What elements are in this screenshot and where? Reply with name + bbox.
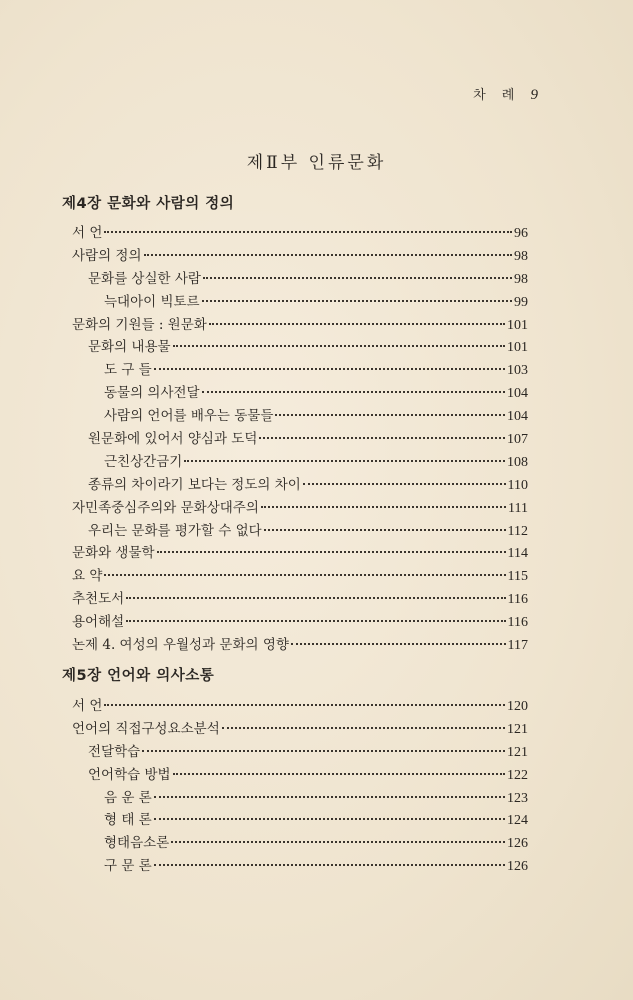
toc-entry-page: 103 <box>507 363 528 379</box>
chapter-5-toc <box>72 694 528 877</box>
dot-leader <box>184 460 505 462</box>
toc-entry-page: 101 <box>507 340 528 356</box>
toc-entry <box>72 740 528 763</box>
toc-entry-page: 115 <box>507 569 528 585</box>
toc-entry-page: 101 <box>507 317 528 333</box>
dot-leader <box>104 231 512 233</box>
toc-entry-page: 98 <box>514 271 528 287</box>
toc-entry-title: 근친상간금기 <box>104 453 183 470</box>
toc-entry <box>72 717 528 740</box>
toc-entry-title: 언어의 직접구성요소분석 <box>72 720 220 737</box>
toc-entry <box>72 763 528 786</box>
toc-entry-page: 126 <box>507 836 528 852</box>
dot-leader <box>173 773 505 775</box>
dot-leader <box>154 368 505 370</box>
toc-entry-title: 종류의 차이라기 보다는 정도의 차이 <box>88 476 301 493</box>
toc-entry <box>72 335 528 358</box>
chapter-5-heading: 제5장 언어와 의사소통 <box>62 668 215 684</box>
running-header <box>473 84 538 104</box>
toc-entry-page: 122 <box>507 767 528 783</box>
toc-entry <box>72 633 528 656</box>
toc-entry-title: 형 태 론 <box>104 812 152 829</box>
toc-entry-title: 문화의 내용물 <box>88 339 171 356</box>
toc-entry-title: 추천도서 <box>72 591 125 608</box>
toc-entry-page: 104 <box>507 386 528 402</box>
toc-entry-title: 원문화에 있어서 양심과 도덕 <box>88 431 258 448</box>
part-title: 제Ⅱ부 인류문화 <box>246 153 387 173</box>
dot-leader <box>261 506 506 508</box>
toc-entry-page: 126 <box>507 859 528 875</box>
toc-entry <box>72 831 528 854</box>
dot-leader <box>209 323 505 325</box>
toc-entry <box>72 404 528 427</box>
toc-entry <box>72 854 528 877</box>
toc-entry <box>72 290 528 313</box>
dot-leader <box>259 437 505 439</box>
dot-leader <box>264 529 506 531</box>
toc-entry-title: 문화의 기원들 : 원문화 <box>72 316 207 333</box>
toc-entry-page: 117 <box>507 638 528 654</box>
toc-entry <box>72 610 528 633</box>
toc-entry-title: 서 언 <box>72 698 103 714</box>
dot-leader <box>203 277 512 279</box>
chapter-4-toc <box>72 221 528 656</box>
toc-entry <box>72 450 528 473</box>
toc-entry <box>72 496 528 519</box>
toc-entry-title: 서 언 <box>72 225 103 241</box>
dot-leader <box>154 796 505 798</box>
toc-entry-title: 논제 4. 여성의 우월성과 문화의 영향 <box>72 637 289 654</box>
toc-entry <box>72 808 528 831</box>
dot-leader <box>173 345 505 347</box>
header-page-number: 9 <box>530 87 538 103</box>
toc-entry-page: 98 <box>514 248 528 264</box>
toc-entry-title: 형태음소론 <box>104 835 170 852</box>
toc-entry <box>72 381 528 404</box>
toc-entry-page: 124 <box>507 813 528 829</box>
toc-entry-page: 108 <box>507 454 528 470</box>
toc-entry <box>72 267 528 290</box>
dot-leader <box>202 391 505 393</box>
toc-entry-title: 늑대아이 빅토르 <box>104 293 200 310</box>
toc-entry-title: 용어해설 <box>72 614 125 631</box>
toc-entry-title: 음 운 론 <box>104 789 152 806</box>
toc-entry-page: 114 <box>507 546 528 562</box>
toc-entry <box>72 587 528 610</box>
toc-entry <box>72 519 528 542</box>
toc-entry-page: 121 <box>507 721 528 737</box>
dot-leader <box>291 643 506 645</box>
toc-entry <box>72 313 528 336</box>
dot-leader <box>154 818 505 820</box>
toc-entry-page: 123 <box>507 790 528 806</box>
toc-entry-title: 구 문 론 <box>104 858 152 875</box>
toc-entry-page: 99 <box>514 294 528 310</box>
toc-entry-title: 자민족중심주의와 문화상대주의 <box>72 499 259 516</box>
toc-entry-page: 120 <box>507 699 528 714</box>
dot-leader <box>157 551 506 553</box>
toc-entry <box>72 221 528 244</box>
toc-entry-page: 107 <box>507 432 528 448</box>
toc-entry-title: 언어학습 방법 <box>88 766 171 783</box>
toc-entry-page: 104 <box>507 409 528 425</box>
dot-leader <box>142 750 505 752</box>
toc-entry-page: 112 <box>507 523 528 539</box>
chapter-4-heading: 제4장 문화와 사람의 정의 <box>62 196 235 212</box>
dot-leader <box>154 864 505 866</box>
dot-leader <box>171 841 505 843</box>
toc-entry-page: 116 <box>507 615 528 631</box>
dot-leader <box>275 414 505 416</box>
toc-entry <box>72 427 528 450</box>
dot-leader <box>126 597 505 599</box>
toc-entry-title: 우리는 문화를 평가할 수 없다 <box>88 522 262 539</box>
toc-entry-page: 110 <box>507 477 528 493</box>
toc-entry <box>72 694 528 717</box>
toc-entry-title: 전달학습 <box>88 743 141 760</box>
dot-leader <box>222 727 505 729</box>
dot-leader <box>126 620 505 622</box>
dot-leader <box>202 300 512 302</box>
toc-entry-page: 96 <box>514 226 528 241</box>
toc-entry <box>72 786 528 809</box>
dot-leader <box>303 483 506 485</box>
toc-entry <box>72 473 528 496</box>
toc-entry-title: 도 구 들 <box>104 362 152 379</box>
header-label: 차 례 <box>473 88 521 103</box>
toc-entry-title: 사람의 정의 <box>72 247 142 264</box>
dot-leader <box>104 704 505 706</box>
toc-entry-title: 요 약 <box>72 568 103 585</box>
toc-entry-title: 동물의 의사전달 <box>104 385 200 402</box>
dot-leader <box>104 574 505 576</box>
toc-entry-page: 121 <box>507 744 528 760</box>
toc-entry-page: 116 <box>507 592 528 608</box>
dot-leader <box>144 254 513 256</box>
toc-entry <box>72 358 528 381</box>
toc-entry <box>72 564 528 587</box>
toc-entry <box>72 541 528 564</box>
toc-entry-title: 문화와 생물학 <box>72 545 155 562</box>
toc-entry-title: 문화를 상실한 사람 <box>88 270 201 287</box>
toc-entry <box>72 244 528 267</box>
toc-entry-title: 사람의 언어를 배우는 동물들 <box>104 408 274 425</box>
toc-entry-page: 111 <box>508 500 528 516</box>
